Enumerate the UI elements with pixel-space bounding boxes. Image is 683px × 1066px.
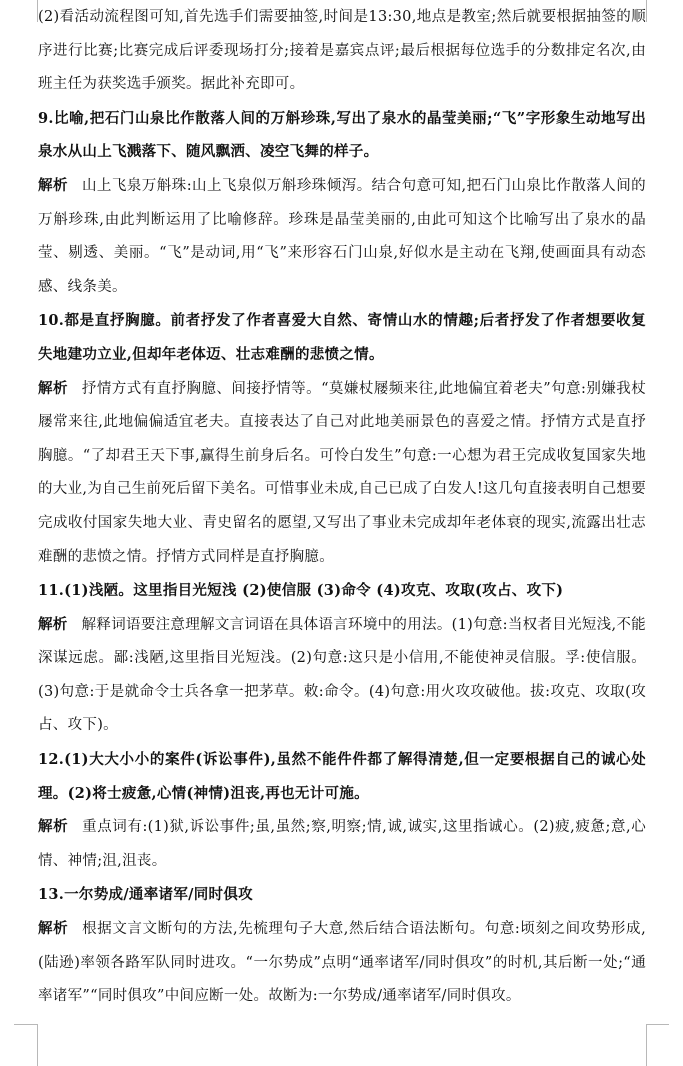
analysis-text: 重点词有:(1)狱,诉讼事件;虽,虽然;察,明察;情,诚,诚实,这里指诚心。(2)疲,疲惫;意,心情、神情;沮,沮丧。 (38, 819, 646, 869)
q8-continuation-paragraph: (2)看活动流程图可知,首先选手们需要抽签,时间是13:30,地点是教室;然后就要根据抽签的顺序进行比赛;比赛完成后评委现场打分;接着是嘉宾点评;最后根据每位选手的分数排定名次,由班主任为获奖选手颁奖。据此补充即可。 (38, 9, 646, 93)
q13-answer: 13.一尔势成/通率诸军/同时俱攻 (38, 886, 253, 904)
answer-key-content (38, 0, 646, 1014)
q11-answer: 11.(1)浅陋。这里指目光短浅 (2)使信服 (3)命令 (4)攻克、攻取(攻占、攻下) (38, 582, 564, 600)
q10-analysis (38, 372, 646, 575)
crop-mark-bottom-right-vertical (646, 1024, 647, 1066)
q11-analysis (38, 608, 646, 743)
q9-analysis (38, 169, 646, 304)
crop-mark-bottom-left-horizontal (14, 1024, 37, 1025)
analysis-text: 解释词语要注意理解文言词语在具体语言环境中的用法。(1)句意:当权者目光短浅,不能深谋远虑。鄙:浅陋,这里指目光短浅。(2)句意:这只是小信用,不能使神灵信服。孚:使信服。(3)句意:于是就命令士兵各拿一把茅草。敕:命令。(4)句意:用火攻攻破他。拔:攻克、攻取(攻占、攻下)。 (38, 616, 646, 734)
analysis-text: 山上飞泉万斛珠:山上飞泉似万斛珍珠倾泻。结合句意可知,把石门山泉比作散落人间的万斛珍珠,由此判断运用了比喻修辞。珍珠是晶莹美丽的,由此可知这个比喻写出了泉水的晶莹、剔透、美丽。“飞”是动词,用“飞”来形容石门山泉,好似水是主动在飞翔,使画面具有动态感、线条美。 (38, 177, 646, 295)
crop-mark-bottom-left-vertical (37, 1024, 38, 1066)
crop-mark-top-right (646, 0, 647, 22)
analysis-text: 根据文言文断句的方法,先梳理句子大意,然后结合语法断句。句意:顷刻之间攻势形成,(陆逊)率领各路军队同时进攻。“一尔势成”点明“通率诸军/同时俱攻”的时机,其后断一处;“通率诸军”“同时俱攻”中间应断一处。故断为:一尔势成/通率诸军/同时俱攻。 (38, 921, 646, 1005)
q13-analysis (38, 912, 646, 1014)
q9-answer: 9.比喻,把石门山泉比作散落人间的万斛珍珠,写出了泉水的晶莹美丽;“飞”字形象生动地写出泉水从山上飞溅落下、随风飘洒、凌空飞舞的样子。 (38, 109, 646, 161)
analysis-text: 抒情方式有直抒胸臆、间接抒情等。“莫嫌杖屦频来往,此地偏宜着老夫”句意:别嫌我杖屦常来往,此地偏偏适宜老夫。直接表达了自己对此地美丽景色的喜爱之情。抒情方式是直抒胸臆。“了却君王天下事,赢得生前身后名。可怜白发生”句意:一心想为君王完成收复国家失地的大业,为自己生前死后留下美名。可惜事业未成,自己已成了白发人!这几句直接表明自己想要完成收付国家失地大业、青史留名的愿望,又写出了事业未完成却年老体衰的现实,流露出壮志难酬的悲愤之情。抒情方式同样是直抒胸臆。 (38, 380, 646, 565)
q12-analysis (38, 810, 646, 878)
analysis-label: 解析 (38, 615, 68, 633)
analysis-label: 解析 (38, 379, 68, 397)
q10-answer: 10.都是直抒胸臆。前者抒发了作者喜爱大自然、寄情山水的情趣;后者抒发了作者想要收复失地建功立业,但却年老体迈、壮志难酬的悲愤之情。 (38, 312, 646, 363)
analysis-label: 解析 (38, 176, 68, 194)
crop-mark-bottom-right-horizontal (646, 1024, 669, 1025)
q12-answer: 12.(1)大大小小的案件(诉讼事件),虽然不能件件都了解得清楚,但一定要根据自己的诚心处理。(2)将士疲惫,心情(神情)沮丧,再也无计可施。 (38, 751, 646, 802)
analysis-label: 解析 (38, 818, 69, 836)
analysis-label: 解析 (38, 920, 69, 938)
